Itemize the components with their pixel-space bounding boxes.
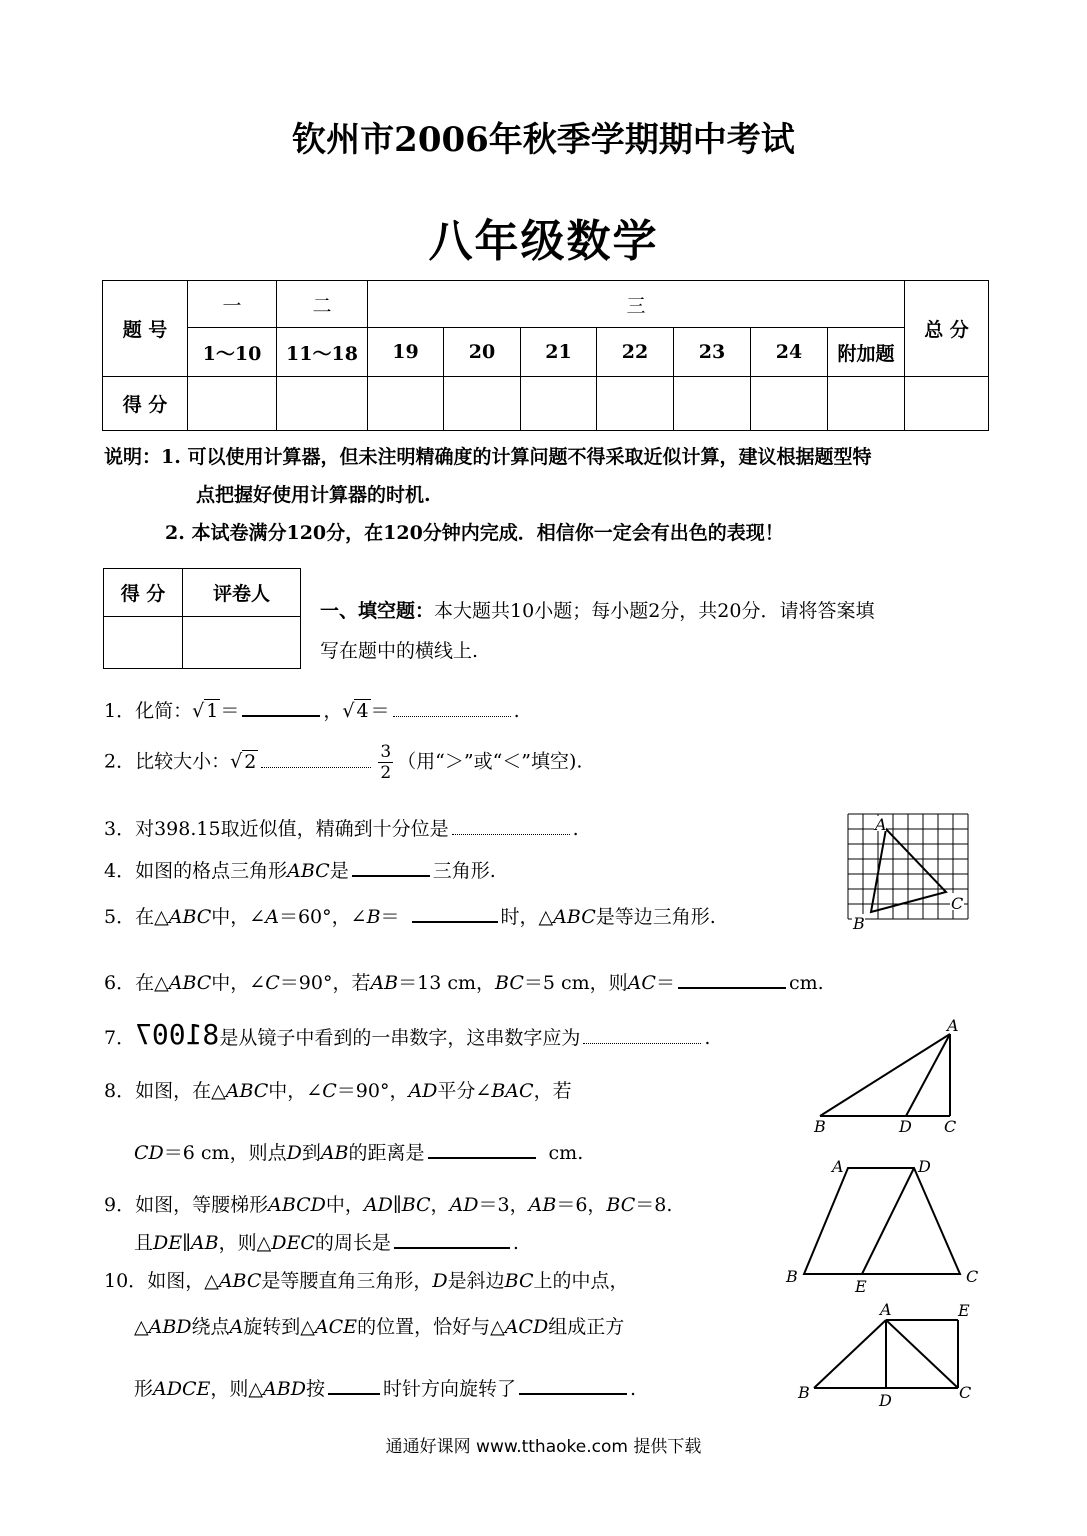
score-cell[interactable] (905, 377, 989, 431)
instructions-item-2: 本试卷满分120分，在120分钟内完成．相信你一定会有出色的表现！ (191, 522, 784, 544)
exam-title: 钦州市2006年秋季学期期中考试 (292, 120, 795, 160)
math-var: A (265, 906, 279, 928)
vertex-label: B (786, 1267, 798, 1286)
q10-text: 形 (134, 1378, 154, 1400)
equals: ＝ (370, 700, 390, 722)
section-1-desc: 本大题共10小题；每小题2分，共20分．请将答案填 (434, 600, 875, 622)
q10-text: 是斜边 (447, 1270, 505, 1292)
vertex-label: D (899, 1117, 912, 1136)
vertex-label: A (880, 1300, 892, 1319)
question-6 (104, 968, 824, 995)
answer-blank[interactable] (428, 1156, 536, 1159)
vertex-label: B (814, 1117, 826, 1136)
q9-text: 中， (325, 1194, 364, 1216)
math-var: BC (606, 1194, 636, 1216)
question-3 (104, 814, 579, 841)
q5-text: 是等边三角形. (595, 906, 716, 928)
math-var: ABD (148, 1316, 192, 1338)
q9-text: ＝8. (635, 1194, 673, 1216)
q8-text: cm. (548, 1142, 584, 1164)
q9-text: 的周长是 (314, 1232, 391, 1254)
instructions-item-num: 1. (161, 446, 181, 468)
answer-blank[interactable] (352, 874, 430, 877)
math-var: BC (504, 1270, 534, 1292)
math-var: DEC (271, 1232, 315, 1254)
section-label-1: 一 (188, 281, 277, 328)
score-cell[interactable] (828, 377, 905, 431)
q8-text: ，若 (533, 1080, 572, 1102)
comma: ， (323, 700, 343, 722)
math-var: ABC (287, 860, 330, 882)
math-var: C (265, 972, 280, 994)
math-var: ABC (218, 1270, 262, 1292)
fraction (378, 742, 393, 783)
q9-text: 如图，等腰梯形 (135, 1194, 269, 1216)
vertex-label: D (879, 1391, 892, 1410)
section-label-2: 二 (277, 281, 368, 328)
q9-text: ＝3， (478, 1194, 529, 1216)
row-label-number: 题 号 (103, 281, 188, 377)
question-9 (104, 1190, 672, 1217)
section-label-3: 三 (368, 281, 905, 328)
score-cell[interactable] (751, 377, 828, 431)
exam-subtitle: 八年级数学 (428, 216, 659, 267)
question-num: 7． (104, 1027, 136, 1049)
score-cell[interactable] (188, 377, 277, 431)
math-var: ABC (168, 906, 212, 928)
q7-text: 是从镜子中看到的一串数字，这串数字应为 (219, 1027, 581, 1049)
question-num: 5． (104, 906, 136, 928)
question-8 (104, 1076, 572, 1103)
question-10-line-2 (134, 1312, 624, 1339)
math-var: CD (134, 1142, 164, 1164)
score-cell[interactable] (277, 377, 368, 431)
column-header: 24 (751, 328, 828, 377)
math-var: AD (408, 1080, 438, 1102)
question-1 (104, 696, 520, 723)
q4-text: 如图的格点三角形 (135, 860, 288, 882)
q5-text: ＝ (380, 906, 400, 928)
column-header: 21 (521, 328, 597, 377)
question-5 (104, 902, 716, 929)
question-num: 6． (104, 972, 136, 994)
q10-text: 是等腰直角三角形， (261, 1270, 433, 1292)
math-var: AB (528, 1194, 557, 1216)
column-header: 附加题 (828, 328, 905, 377)
instructions-item-num: 2. (165, 522, 185, 544)
grader-name-cell[interactable] (183, 617, 301, 669)
instructions-line-2 (165, 518, 784, 545)
answer-blank[interactable] (328, 1392, 380, 1395)
q10-text: ，则△ (210, 1378, 264, 1400)
math-var: D (286, 1142, 302, 1164)
vertex-label: C (959, 1383, 972, 1402)
math-var: BAC (491, 1080, 534, 1102)
vertex-label: C (944, 1117, 957, 1136)
answer-blank[interactable] (394, 1246, 510, 1249)
total-label: 总 分 (905, 281, 989, 377)
q10-text: 时针方向旋转了 (382, 1378, 516, 1400)
q10-text: 的位置，恰好与△ (357, 1316, 505, 1338)
q10-text: △ (134, 1316, 149, 1338)
q6-text: cm. (788, 972, 824, 994)
question-4 (104, 856, 496, 883)
q9-text: ，则△ (218, 1232, 272, 1254)
instructions-line-1 (104, 442, 872, 469)
q9-text: ＝6， (556, 1194, 607, 1216)
math-var: AB (370, 972, 399, 994)
math-var: AD (363, 1194, 393, 1216)
fraction-denominator: 2 (380, 763, 392, 783)
radicand: 1 (206, 700, 219, 722)
rotation-square-figure (796, 1300, 986, 1412)
math-var: ACE (314, 1316, 358, 1338)
math-var: ACD (504, 1316, 549, 1338)
q8-text: ＝90°， (336, 1080, 409, 1102)
equals: ＝ (220, 700, 240, 722)
period: . (629, 1378, 637, 1400)
answer-blank[interactable] (261, 766, 371, 768)
q8-text: ＝6 cm，则点 (163, 1142, 287, 1164)
question-num: 3． (104, 818, 136, 840)
q8-text: 如图，在△ (135, 1080, 226, 1102)
q6-text: ＝ (655, 972, 675, 994)
bisector-triangle-figure (810, 1016, 970, 1136)
instructions-line-1b: 点把握好使用计算器的时机. (196, 484, 431, 506)
grader-score-label: 得 分 (104, 569, 183, 617)
math-var: ABC (168, 972, 212, 994)
vertex-label: D (918, 1157, 931, 1176)
section-1-heading (320, 596, 874, 623)
q10-text: 上的中点， (533, 1270, 629, 1292)
math-var: AB (190, 1232, 219, 1254)
q9-text: ∥ (182, 1232, 191, 1254)
vertex-label: B (853, 914, 865, 933)
q8-text: 的距离是 (348, 1142, 425, 1164)
q10-text: 绕点 (191, 1316, 230, 1338)
period: . (513, 700, 520, 722)
q6-text: ＝13 cm， (398, 972, 496, 994)
math-var: A (229, 1316, 244, 1338)
answer-blank[interactable] (452, 833, 570, 835)
column-header: 22 (597, 328, 674, 377)
vertex-label: E (958, 1301, 970, 1320)
sqrt-expression: √ 2 (230, 750, 257, 773)
grid-triangle-figure (848, 814, 972, 932)
vertex-label: B (798, 1383, 810, 1402)
question-num: 1． (104, 700, 136, 722)
vertex-label: A (875, 815, 887, 834)
math-var: AD (449, 1194, 479, 1216)
section-1-desc-2: 写在题中的横线上. (320, 640, 479, 662)
q5-text: 在△ (135, 906, 169, 928)
grader-score-cell[interactable] (104, 617, 183, 669)
question-7 (104, 1018, 710, 1051)
q2-text: 比较大小： (135, 750, 231, 773)
math-var: AC (627, 972, 656, 994)
question-num: 9． (104, 1194, 136, 1216)
math-var: ADCE (153, 1378, 211, 1400)
vertex-label: C (951, 894, 964, 913)
question-num: 8． (104, 1080, 136, 1102)
math-var: ABD (263, 1378, 306, 1400)
answer-blank[interactable] (583, 1042, 701, 1044)
column-header: 23 (674, 328, 751, 377)
vertex-label: C (966, 1267, 979, 1286)
grader-label: 评卷人 (183, 569, 301, 617)
q1-text: 化简： (135, 700, 193, 722)
row-label-score: 得 分 (103, 377, 188, 431)
q8-text: 平分∠ (437, 1080, 492, 1102)
vertex-label: A (832, 1157, 844, 1176)
fraction-numerator: 3 (380, 742, 392, 762)
question-num: 10． (104, 1270, 148, 1292)
answer-blank[interactable] (393, 715, 511, 717)
sqrt-expression: √ 1 (192, 700, 219, 722)
q6-text: ＝90°，若 (279, 972, 371, 994)
radicand: 2 (244, 750, 257, 773)
period: . (572, 818, 579, 840)
answer-blank[interactable] (678, 986, 786, 989)
score-cell[interactable] (521, 377, 597, 431)
column-header: 1～10 (188, 328, 277, 377)
trapezoid-figure (782, 1158, 982, 1298)
math-var: AB (320, 1142, 349, 1164)
q6-text: 中，∠ (211, 972, 266, 994)
q10-text: 如图，△ (147, 1270, 219, 1292)
score-cell[interactable] (368, 377, 444, 431)
column-header: 19 (368, 328, 444, 377)
column-header: 20 (444, 328, 521, 377)
page-footer: 通通好课网 www.tthaoke.com 提供下载 (385, 1437, 702, 1457)
q3-text: 对398.15取近似值，精确到十分位是 (135, 818, 449, 840)
score-cell[interactable] (597, 377, 674, 431)
q6-text: 在△ (135, 972, 169, 994)
q9-text: ， (430, 1194, 450, 1216)
vertex-label: A (947, 1016, 959, 1035)
question-10-line-3 (134, 1374, 636, 1401)
math-var: ABC (225, 1080, 269, 1102)
mirrored-number: 81007 (135, 1018, 220, 1051)
grader-table (103, 568, 301, 669)
period: . (704, 1027, 711, 1049)
question-num: 2． (104, 750, 136, 773)
q9-text: ∥ (392, 1194, 402, 1216)
math-var: B (366, 906, 381, 928)
question-9-line-2 (134, 1228, 519, 1255)
radicand: 4 (356, 700, 369, 722)
column-header: 11～18 (277, 328, 368, 377)
math-var: BC (495, 972, 524, 994)
sqrt-expression: √ 4 (342, 700, 369, 722)
vertex-label: E (855, 1277, 867, 1296)
q10-text: 旋转到△ (243, 1316, 315, 1338)
q2-hint: （用“＞”或“＜”填空). (397, 750, 583, 773)
score-cell[interactable] (444, 377, 521, 431)
q6-text: ＝5 cm，则 (523, 972, 628, 994)
instructions-label: 说明： (104, 446, 162, 468)
score-table (102, 280, 989, 431)
score-cell[interactable] (674, 377, 751, 431)
answer-blank[interactable] (242, 714, 320, 717)
q5-text: ＝60°，∠ (278, 906, 367, 928)
q8-text: 到 (301, 1142, 321, 1164)
instructions-item-1: 可以使用计算器，但未注明精确度的计算问题不得采取近似计算，建议根据题型特 (187, 446, 872, 468)
math-var: D (432, 1270, 448, 1292)
question-num: 4． (104, 860, 136, 882)
q5-text: 时，△ (500, 906, 554, 928)
question-2 (104, 742, 582, 783)
q4-text: 是 (329, 860, 349, 882)
q8-text: 中，∠ (268, 1080, 323, 1102)
q10-text: 按 (305, 1378, 325, 1400)
q10-text: 组成正方 (548, 1316, 625, 1338)
answer-blank[interactable] (519, 1392, 627, 1395)
math-var: DE (153, 1232, 183, 1254)
q9-text: 且 (134, 1232, 154, 1254)
period: . (512, 1232, 519, 1254)
math-var: ABCD (268, 1194, 326, 1216)
math-var: C (322, 1080, 337, 1102)
q5-text: 中，∠ (211, 906, 266, 928)
question-10 (104, 1266, 629, 1293)
section-1-title: 一、填空题： (320, 600, 435, 622)
answer-blank[interactable] (412, 920, 498, 923)
math-var: BC (401, 1194, 431, 1216)
q4-text: 三角形. (432, 860, 496, 882)
math-var: ABC (553, 906, 596, 928)
question-8-line-2 (134, 1138, 583, 1165)
